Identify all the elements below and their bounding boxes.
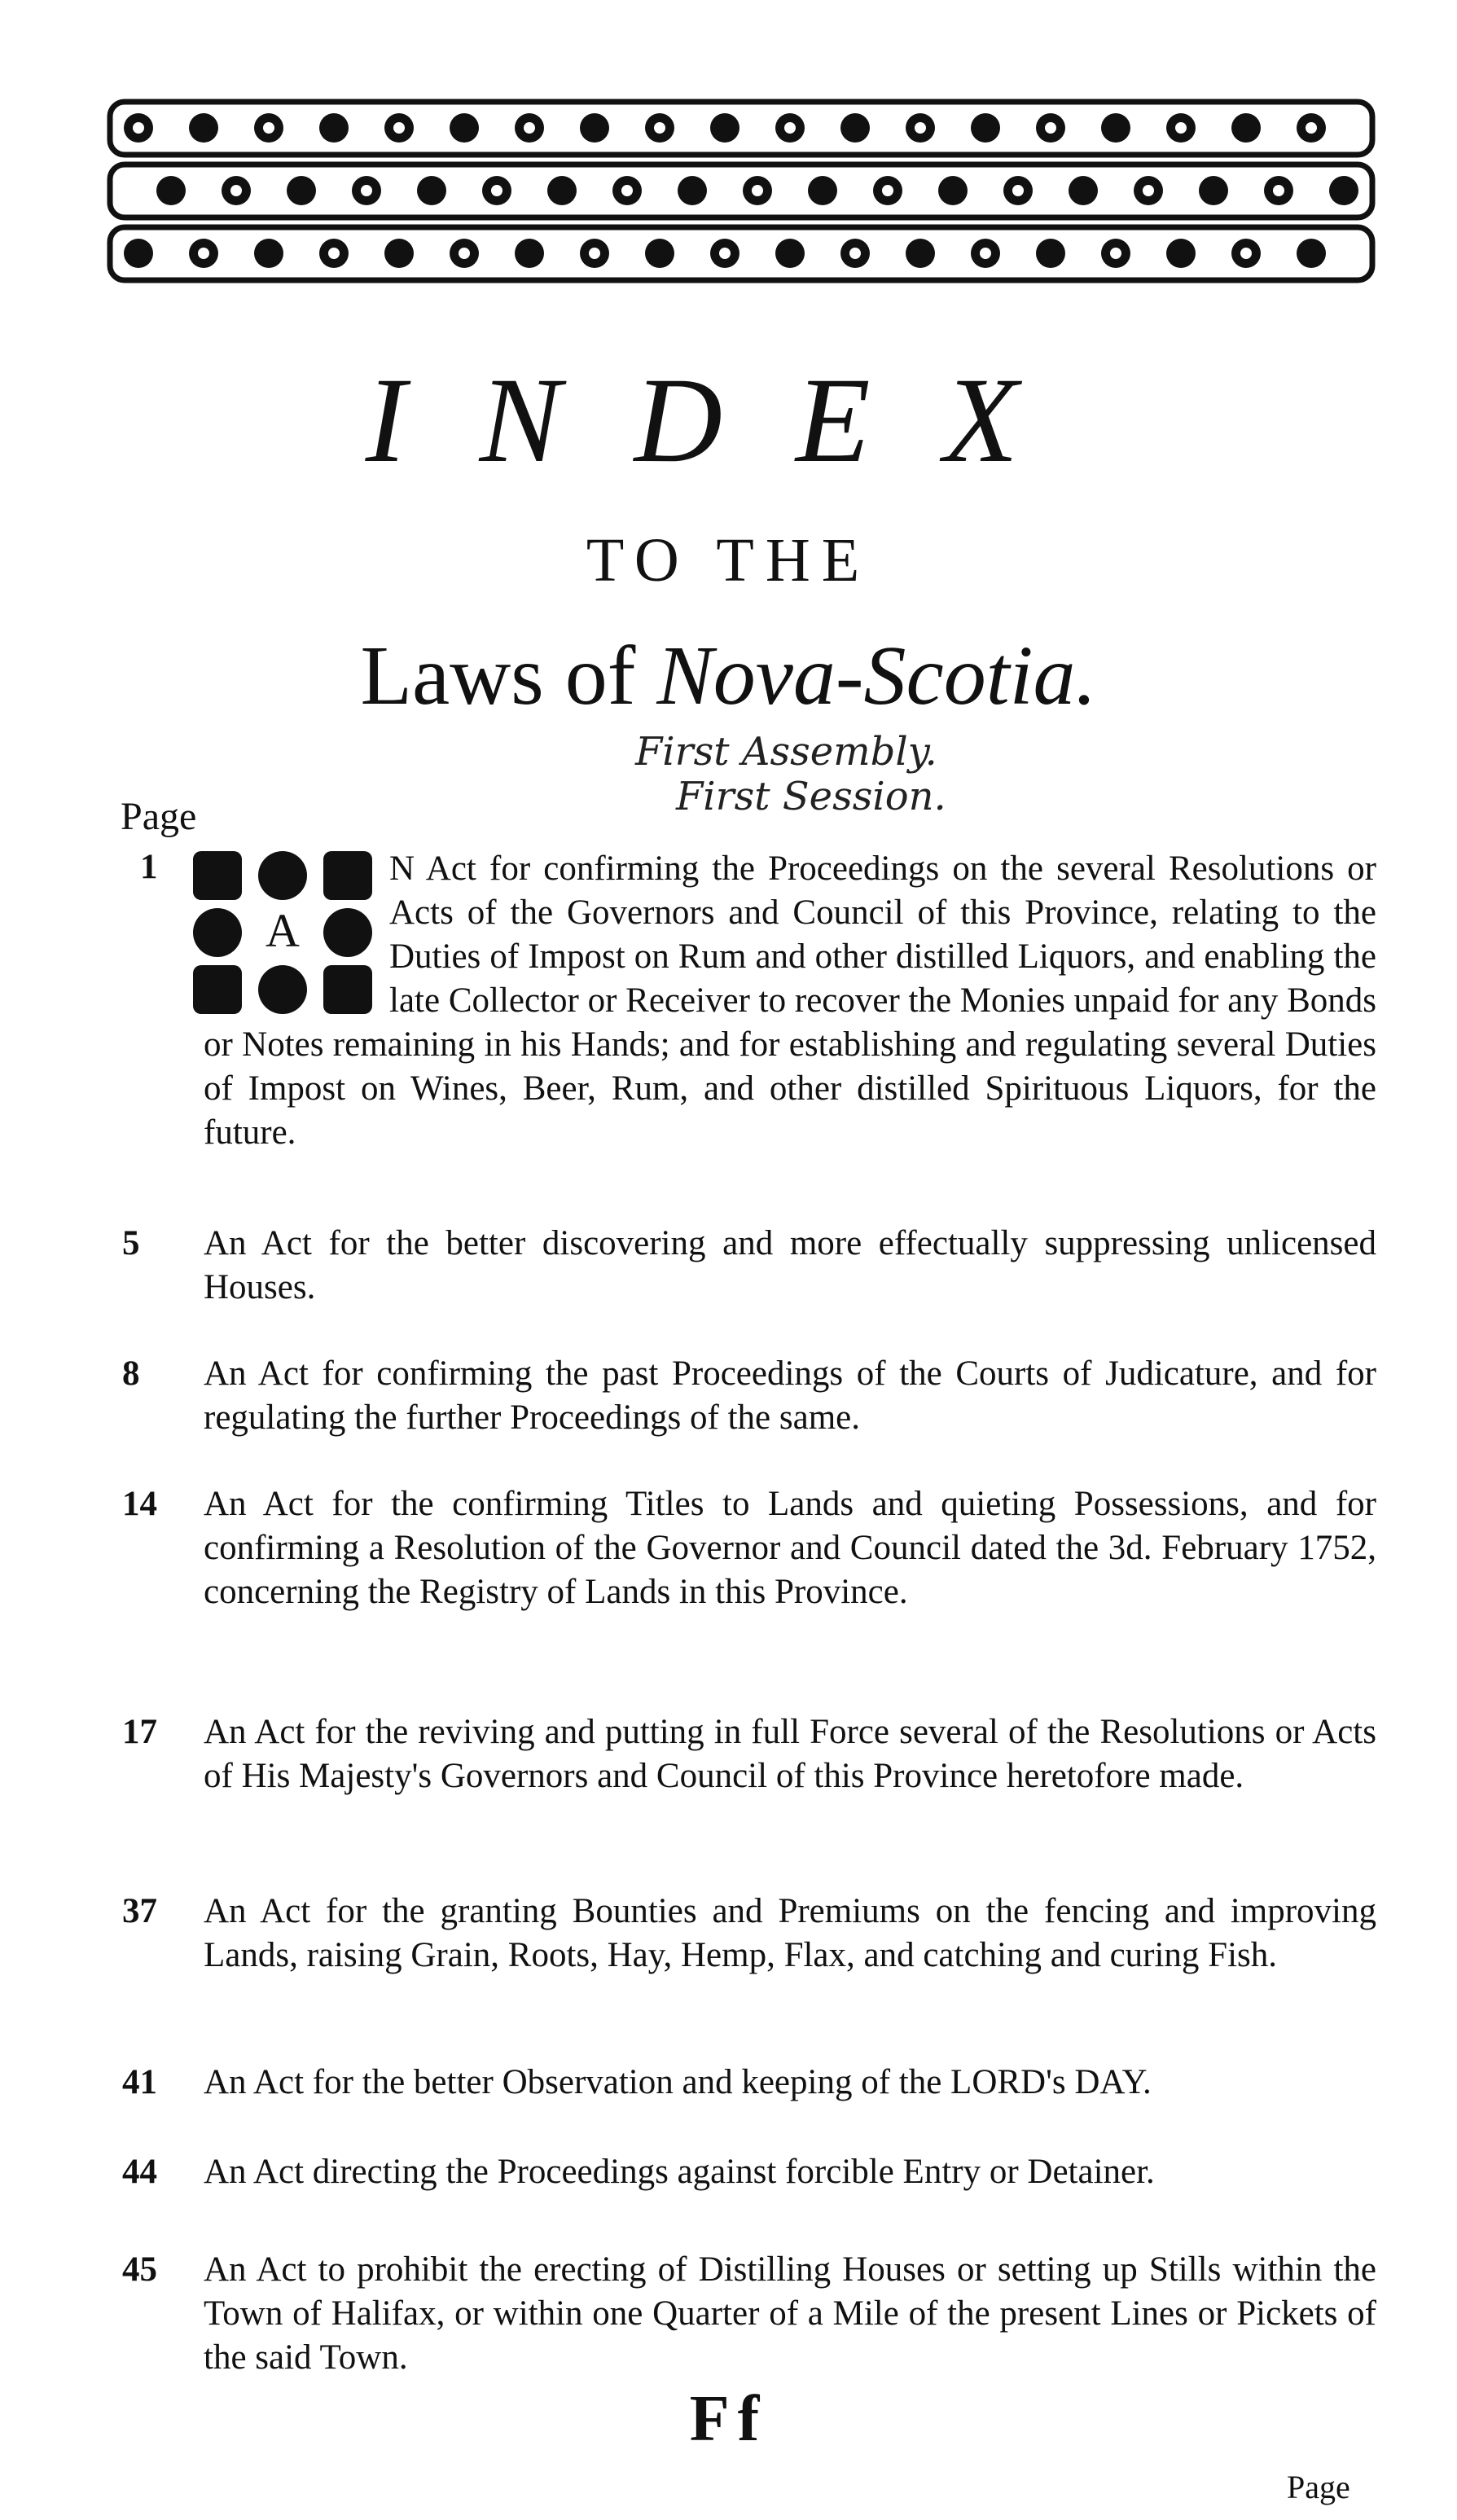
- index-entry: [122, 1710, 1376, 1798]
- entry-text: An Act to prohibit the erecting of Distilling Houses or setting up Stills within the Town of Halifax, or within one Quarter of a Mile of the present Lines or Pickets of the said Town.: [204, 2250, 1376, 2377]
- entry-text: An Act for the better Observation and keeping of the LORD's DAY.: [204, 2063, 1152, 2101]
- entry-text-continued: or Notes remaining in his Hands; and for establishing and regulating several Duties of Impost on Wines, Beer, Rum, and other distilled Spirituous Liquors, for the future.: [204, 1025, 1376, 1152]
- ornamental-drop-cap: [189, 847, 376, 1018]
- entry-page-number: 5: [122, 1224, 140, 1262]
- entry-text: An Act for the better discovering and more effectually suppressing unlicensed Houses.: [204, 1224, 1376, 1306]
- page-title-index: INDEX: [365, 353, 1092, 488]
- entry-page-number: 17: [122, 1713, 157, 1751]
- entry-text-beside-drop-cap: N Act for confirming the Proceedings on the several Resolutions or Acts of the Governors and Council of this Province, relating to the Duties of Impost on Rum and other distilled Liquors, and enabling the late Collector or Receiver to recover the Monies unpaid for any Bonds: [389, 850, 1376, 1020]
- entry-page-number: 8: [122, 1354, 140, 1393]
- entry-page-number: 41: [122, 2063, 157, 2101]
- entry-text: An Act for confirming the past Proceedings of the Courts of Judicature, and for regulating the further Proceedings of the same.: [204, 1354, 1376, 1437]
- entry-text: An Act for the granting Bounties and Premiums on the fencing and improving Lands, raising Grain, Roots, Hay, Hemp, Flax, and catching and curing Fish.: [204, 1892, 1376, 1974]
- entry-page-number: 45: [122, 2250, 157, 2289]
- entry-page-number: 37: [122, 1892, 157, 1930]
- catchword: Page: [1287, 2469, 1350, 2505]
- drop-cap-letter: A: [266, 904, 300, 957]
- index-entry: [122, 1482, 1376, 1614]
- entry-text: An Act for the reviving and putting in full Force several of the Resolutions or Acts of His Majesty's Governors and Council of this Province heretofore made.: [204, 1713, 1376, 1795]
- subtitle-laws: [0, 627, 1457, 724]
- page-column-header: Page: [121, 795, 197, 838]
- entry-page-number: 1: [140, 848, 158, 886]
- entry-text: An Act directing the Proceedings against forcible Entry or Detainer.: [204, 2153, 1155, 2191]
- index-entry: [122, 1222, 1376, 1310]
- handwritten-note-assembly: First Assembly.: [635, 729, 937, 775]
- index-entry: [122, 2061, 1376, 2105]
- index-entry: [122, 1890, 1376, 1978]
- entry-page-number: 44: [122, 2153, 157, 2191]
- printers-ornament-band: [106, 98, 1376, 285]
- entry-page-number: 14: [122, 1485, 157, 1523]
- laws-prefix: Laws of: [360, 629, 636, 722]
- index-entry: [122, 2150, 1376, 2194]
- subtitle-to-the: TO THE: [586, 526, 871, 595]
- signature-mark: Ff: [689, 2383, 768, 2455]
- index-entry: [122, 2248, 1376, 2380]
- entry-text: An Act for the confirming Titles to Lands and quieting Possessions, and for confirming a Resolution of the Governor and Council dated the 3d. February 1752, concerning the Registry of Lands in this Province.: [204, 1485, 1376, 1611]
- laws-place: Nova-Scotia.: [656, 629, 1097, 722]
- index-entry: [122, 1352, 1376, 1440]
- handwritten-note-session: First Session.: [676, 774, 946, 819]
